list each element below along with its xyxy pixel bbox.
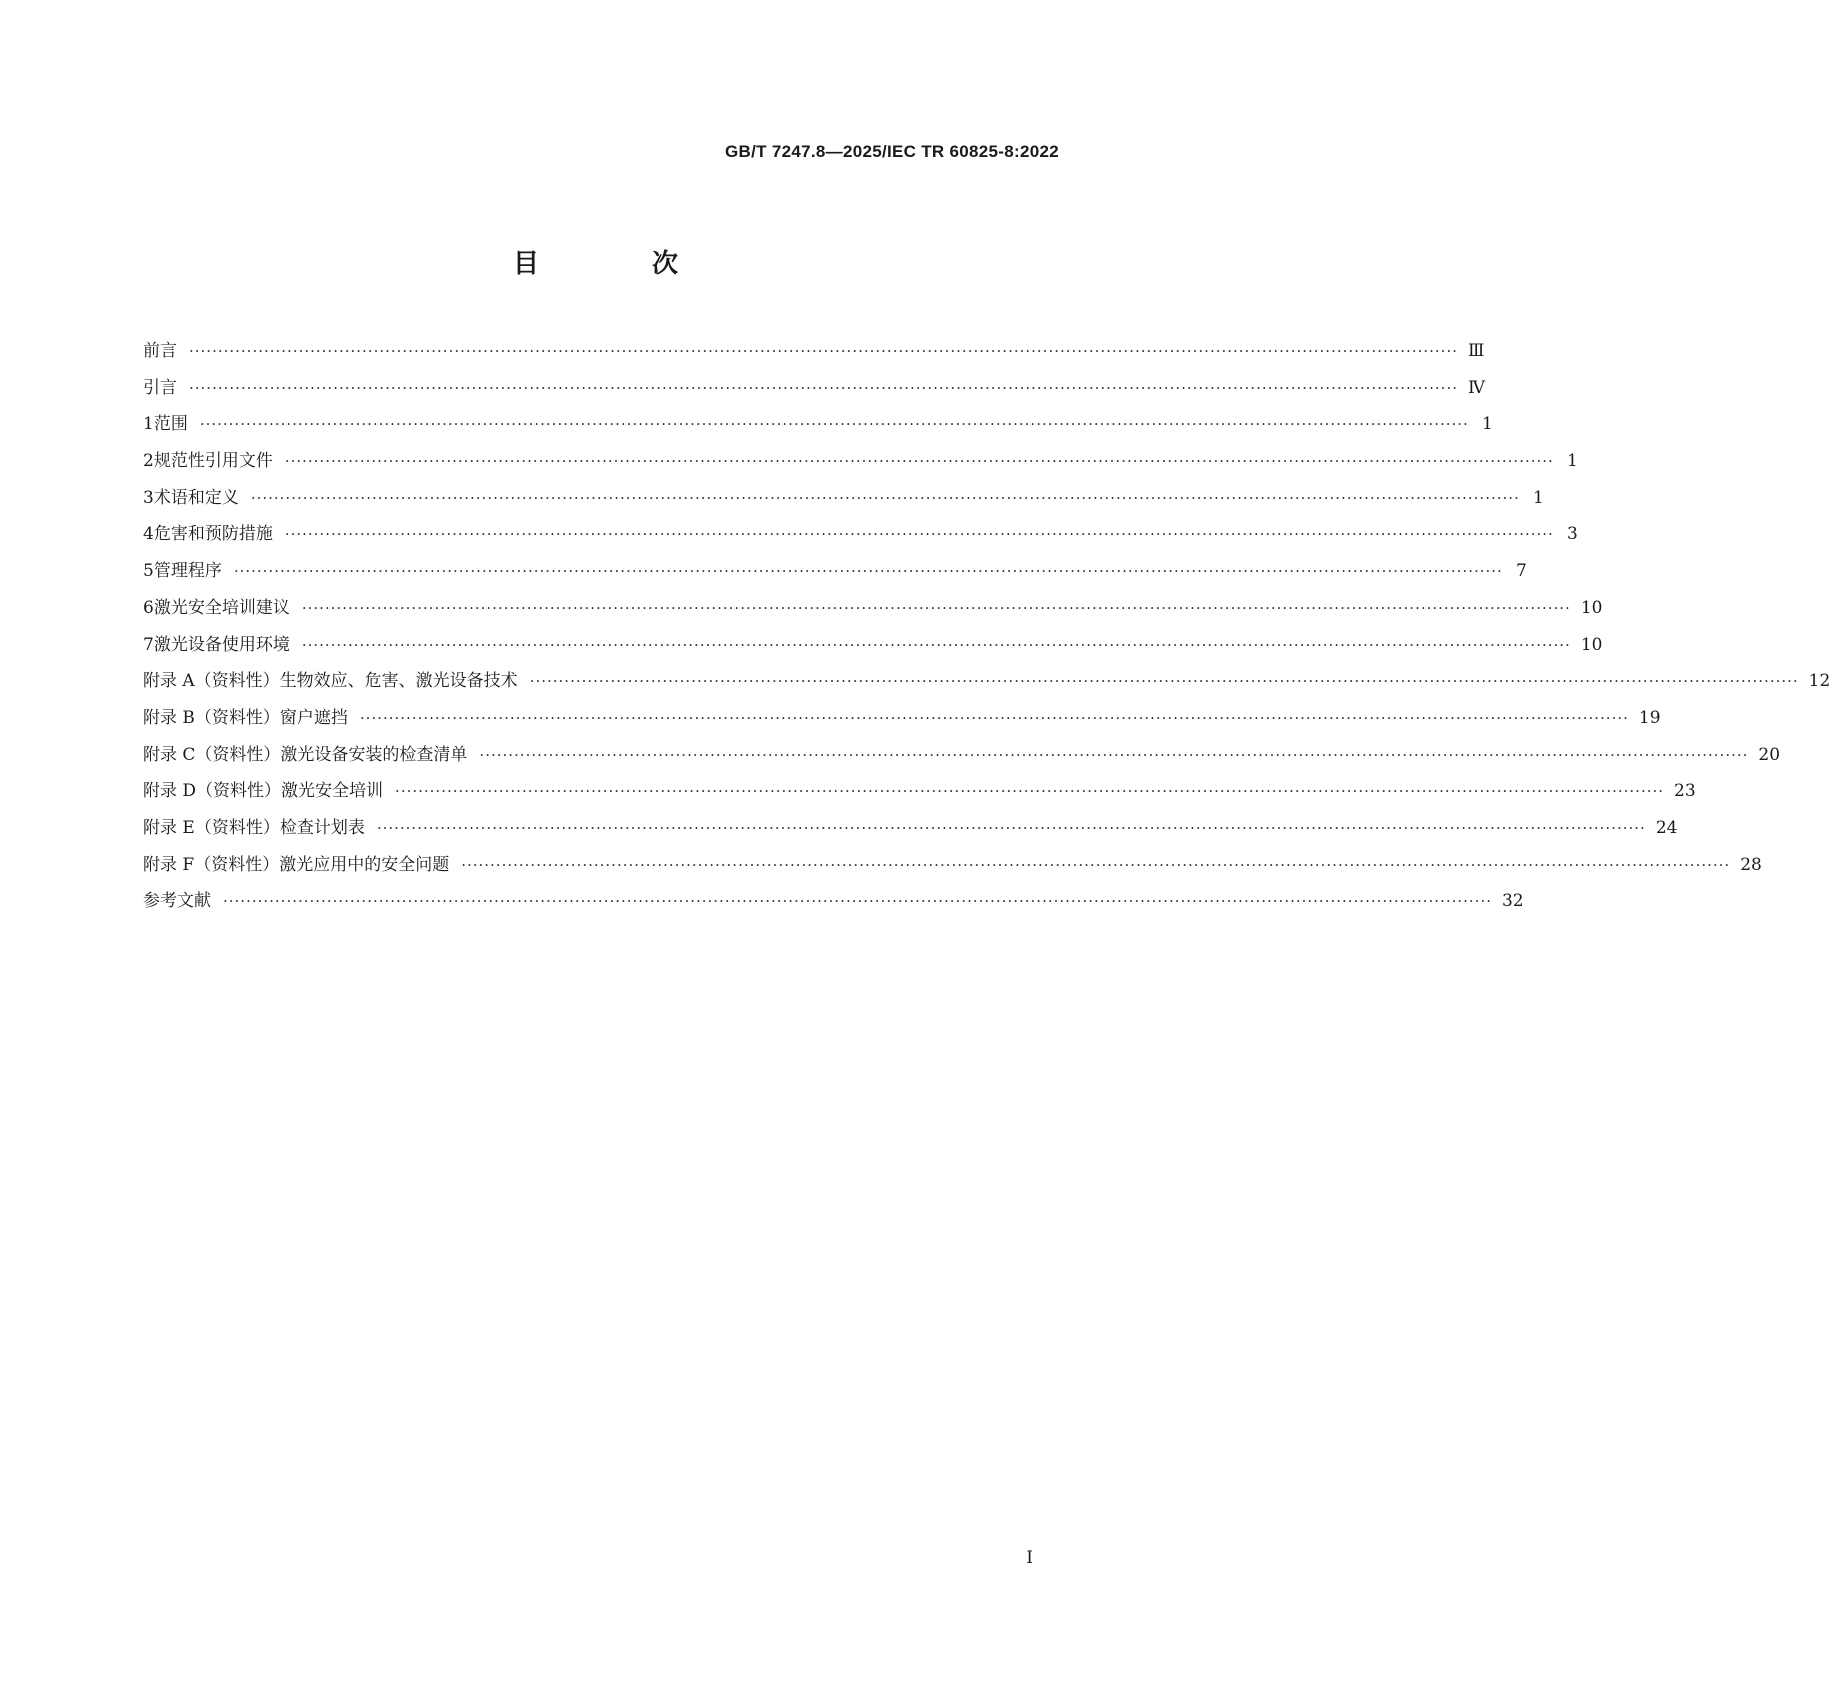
toc-entry[interactable]	[143, 483, 1544, 520]
toc-dot-leader: ····························································································································································································································	[529, 672, 1799, 691]
toc-entry-sublabel: 窗户遮挡	[279, 707, 348, 728]
toc-entry-label: 管理程序	[153, 561, 222, 582]
toc-entry[interactable]	[143, 776, 1696, 813]
toc-entry-page: 10	[1580, 597, 1603, 618]
toc-entry-label: 范围	[153, 414, 188, 435]
toc-entry-number: 1	[143, 414, 154, 435]
toc-entry-page: Ⅲ	[1467, 341, 1485, 361]
toc-dot-leader: ····························································································································································································································	[301, 598, 1571, 617]
toc-dot-leader: ····························································································································································································································	[359, 708, 1629, 727]
toc-entry-label: 术语和定义	[153, 487, 239, 508]
toc-entry-label: 前言	[143, 341, 177, 361]
toc-entry-page: 28	[1740, 854, 1762, 875]
toc-dot-leader: ····························································································································································································································	[479, 745, 1749, 764]
toc-entry-label: 附录 A（资料性）	[143, 671, 280, 692]
toc-entry[interactable]	[143, 886, 1524, 923]
toc-dot-leader: ····························································································································································································································	[284, 452, 1554, 471]
toc-dot-leader: ····························································································································································································································	[189, 378, 1458, 397]
toc-entry-page: 1	[1566, 451, 1578, 472]
toc-dot-leader: ····························································································································································································································	[301, 635, 1571, 654]
toc-entry-label: 参考文献	[143, 891, 211, 912]
toc-entry[interactable]	[143, 373, 1485, 410]
toc-entry-sublabel: 激光安全培训	[281, 781, 384, 802]
toc-entry[interactable]	[143, 556, 1527, 593]
toc-entry-number: 2	[143, 451, 154, 472]
toc-entry-number: 3	[143, 487, 154, 508]
toc-entry-sublabel: 生物效应、危害、激光设备技术	[279, 671, 518, 692]
toc-title: 目 次	[512, 249, 731, 279]
toc-entry-number: 7	[143, 634, 154, 655]
toc-entry-page: 3	[1566, 524, 1578, 545]
toc-entry[interactable]	[143, 740, 1781, 777]
toc-entry-page: 7	[1515, 561, 1527, 582]
toc-entry-label: 附录 D（资料性）	[143, 781, 282, 802]
toc-entry[interactable]	[143, 666, 1830, 703]
toc-dot-leader: ····························································································································································································································	[189, 342, 1458, 360]
toc-entry-page: 1	[1481, 414, 1493, 435]
toc-entry-sublabel: 检查计划表	[279, 817, 365, 838]
toc-entry-label: 附录 C（资料性）	[143, 744, 281, 765]
toc-entry-page: 12	[1808, 671, 1830, 692]
toc-dot-leader: ····························································································································································································································	[233, 562, 1503, 581]
toc-dot-leader: ····························································································································································································································	[284, 525, 1554, 544]
toc-entry-page: 1	[1532, 487, 1544, 508]
toc-entry-page: 10	[1580, 634, 1603, 655]
toc-entry-page: Ⅳ	[1467, 377, 1485, 398]
toc-dot-leader: ····························································································································································································································	[250, 488, 1520, 507]
toc-entry[interactable]	[143, 446, 1578, 483]
toc-entry[interactable]	[143, 630, 1603, 667]
toc-entry-page: 24	[1655, 817, 1678, 838]
toc-entry-label: 激光设备使用环境	[153, 634, 290, 655]
page-number: Ⅰ	[1026, 1548, 1033, 1568]
toc-entry-label: 规范性引用文件	[153, 451, 273, 472]
toc-dot-leader: ····························································································································································································································	[395, 782, 1665, 801]
toc-entry-sublabel: 激光应用中的安全问题	[279, 854, 450, 875]
toc-entry-page: 19	[1638, 707, 1661, 728]
toc-entry-page: 32	[1501, 891, 1524, 912]
toc-entry-number: 6	[143, 597, 154, 618]
toc-entry[interactable]	[143, 850, 1762, 887]
standard-code: GB/T 7247.8—2025/IEC TR 60825-8:2022	[725, 142, 1059, 161]
toc-dot-leader: ····························································································································································································································	[199, 415, 1469, 434]
toc-entry[interactable]	[143, 813, 1678, 850]
toc-entry[interactable]	[143, 703, 1661, 740]
toc-dot-leader: ····························································································································································································································	[461, 855, 1731, 874]
toc-entry-number: 4	[143, 524, 154, 545]
toc-entry-label: 危害和预防措施	[153, 524, 273, 545]
toc-entry[interactable]	[143, 519, 1578, 556]
toc-entry-page: 20	[1758, 744, 1781, 765]
toc-entry[interactable]	[143, 409, 1493, 446]
toc-entry-page: 23	[1674, 781, 1696, 802]
toc-entry-sublabel: 激光设备安装的检查清单	[280, 744, 468, 765]
toc-list	[143, 336, 1830, 923]
toc-entry-number: 5	[143, 561, 154, 582]
toc-dot-leader: ····························································································································································································································	[223, 892, 1492, 911]
toc-entry-label: 引言	[143, 377, 177, 398]
toc-entry-label: 附录 F（资料性）	[143, 854, 280, 875]
toc-entry[interactable]	[143, 336, 1485, 373]
toc-entry-label: 附录 B（资料性）	[143, 707, 280, 728]
toc-dot-leader: ····························································································································································································································	[376, 818, 1646, 837]
toc-entry[interactable]	[143, 593, 1603, 630]
toc-entry-label: 附录 E（资料性）	[143, 817, 280, 838]
toc-entry-label: 激光安全培训建议	[153, 597, 290, 618]
